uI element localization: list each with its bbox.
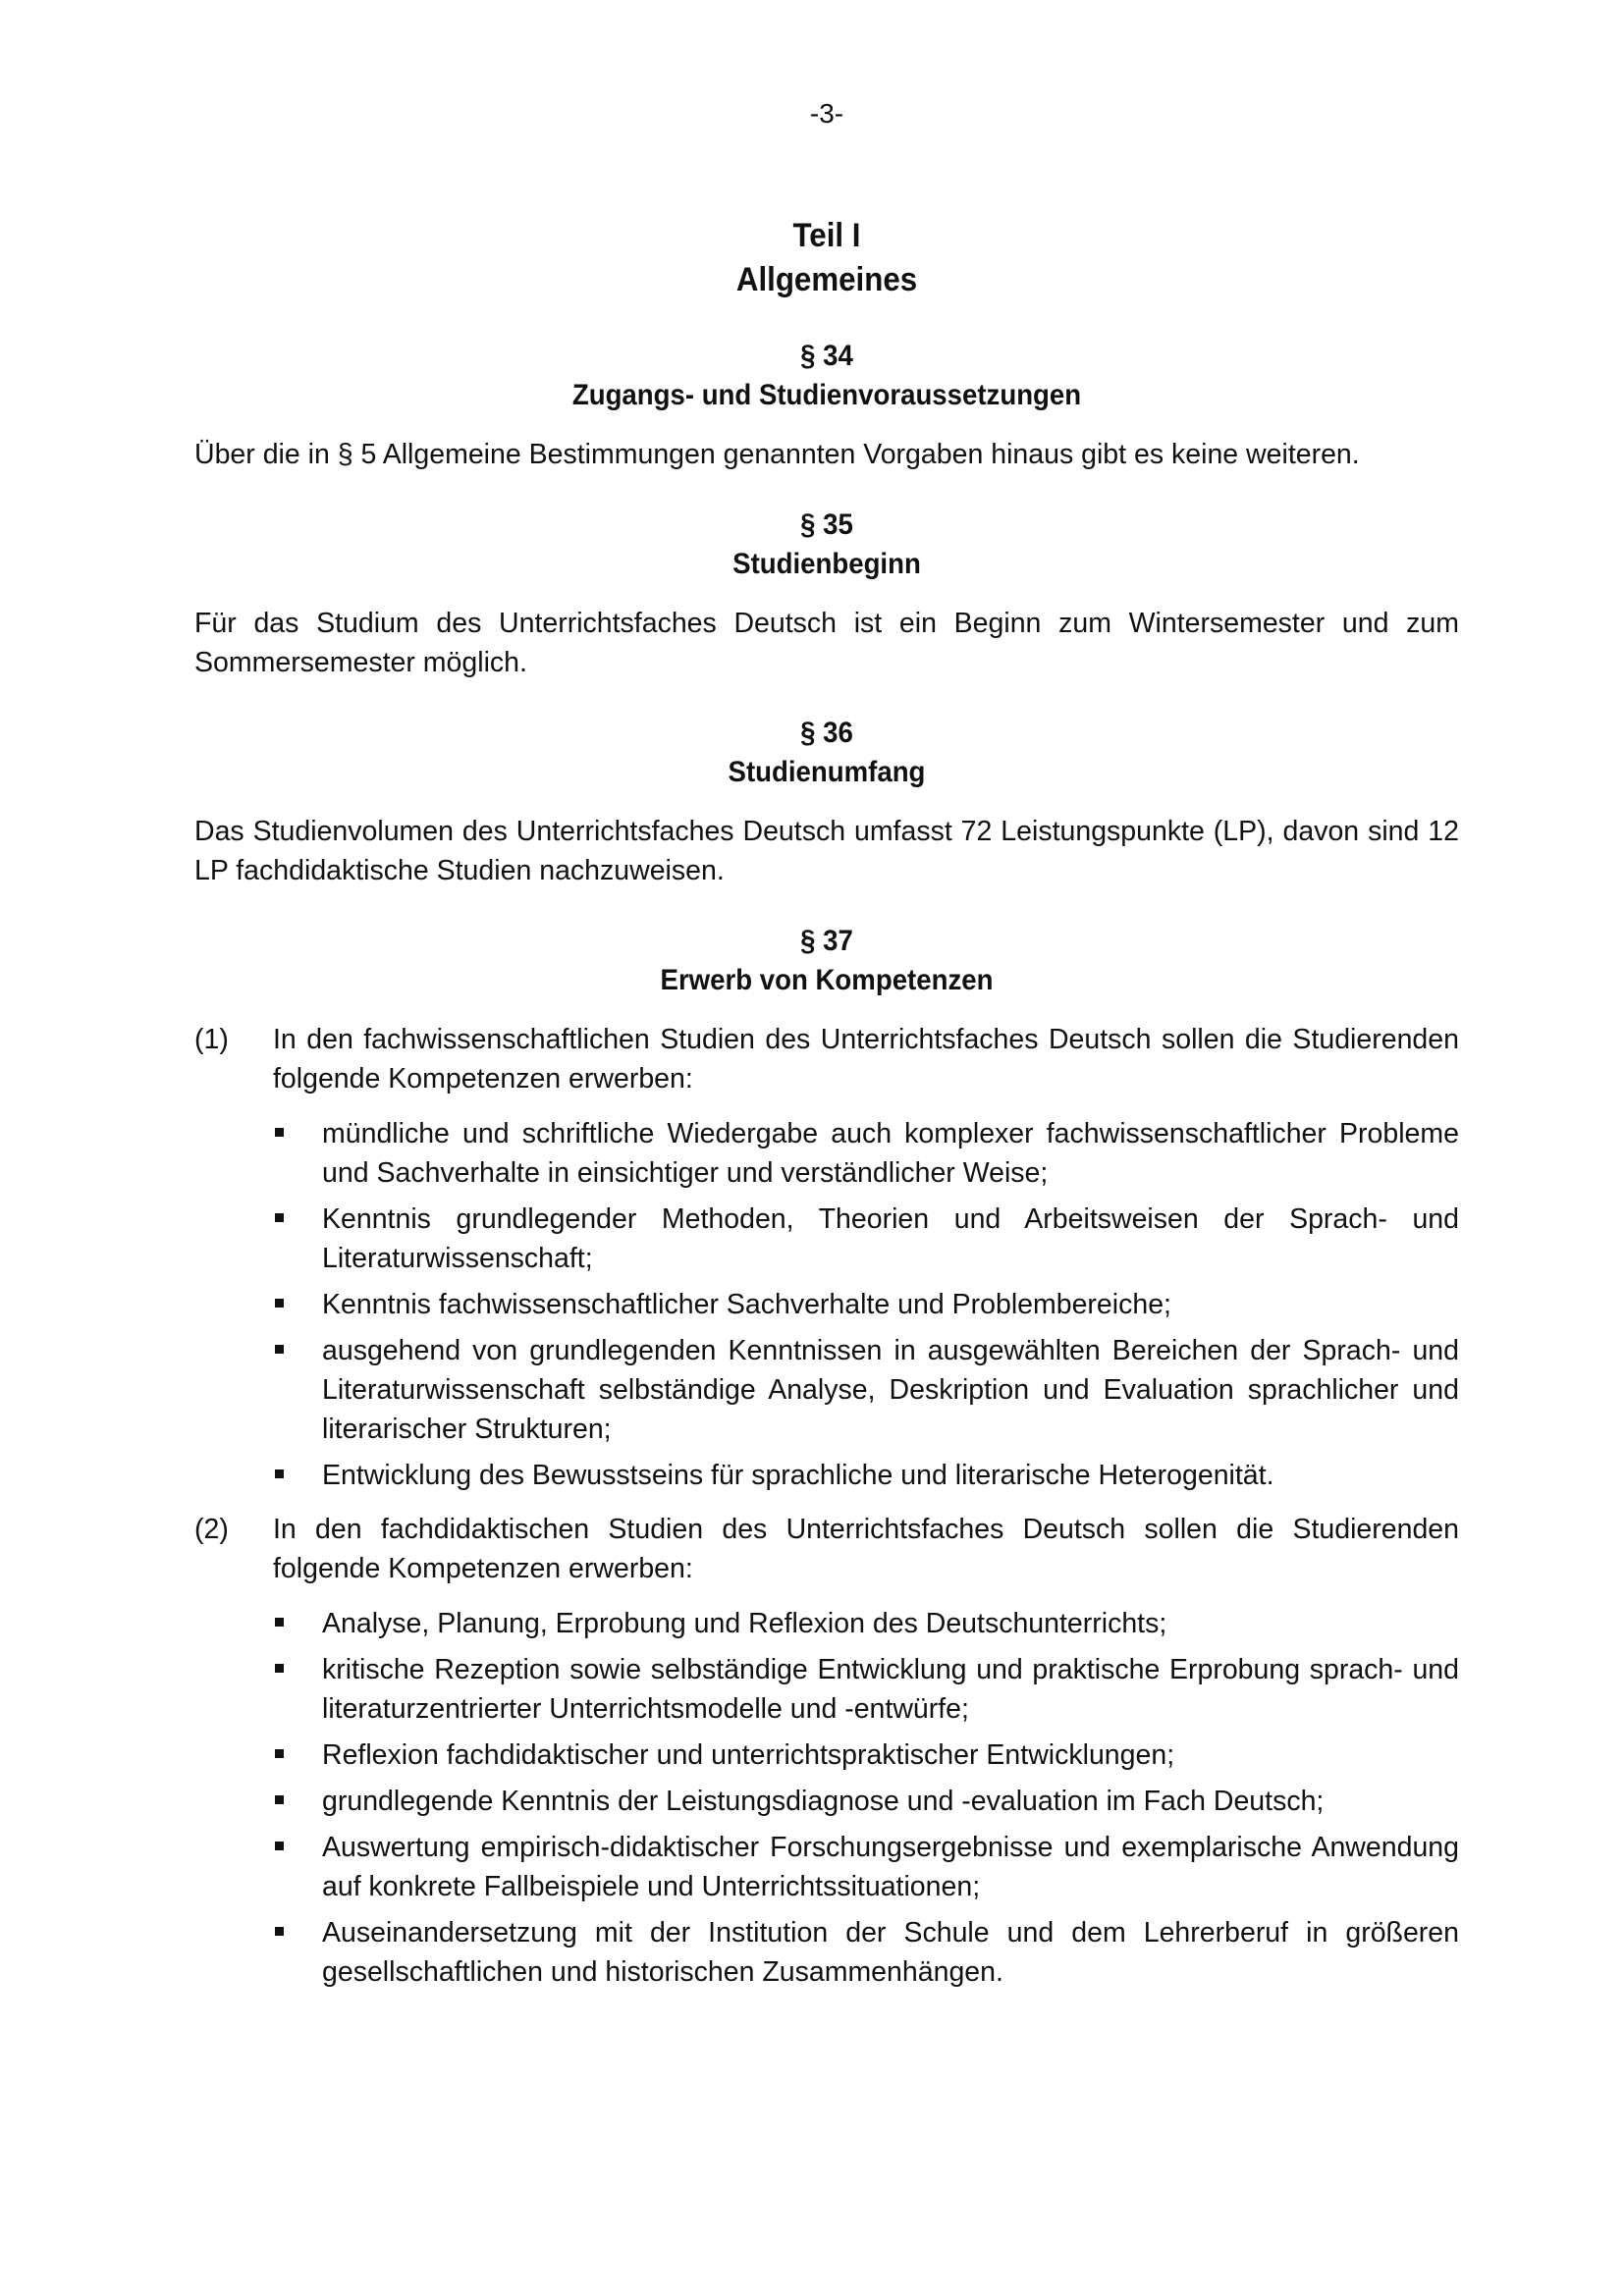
list-item: Analyse, Planung, Erprobung und Reflexion des Deutschunterrichts;: [322, 1604, 1459, 1643]
paragraph-number: (2): [194, 1514, 229, 1545]
part-subtitle: Allgemeines: [735, 261, 918, 298]
list-item: Auseinandersetzung mit der Institution der Schule und dem Lehrerberuf in größeren gesellschaftlichen und historischen Zusammenhängen.: [322, 1913, 1459, 1992]
competence-block-2: [194, 1510, 1459, 1992]
section-number: § 35: [800, 508, 853, 541]
list-item: Auswertung empirisch-didaktischer Forschungsergebnisse und exemplarische Anwendung auf konkrete Fallbeispiele und Unterrichtssituationen;: [322, 1828, 1459, 1906]
bullet-icon: [275, 1927, 284, 1936]
section-title: Erwerb von Kompetenzen: [660, 964, 994, 996]
section-number: § 37: [800, 925, 853, 957]
part-heading: [245, 214, 1409, 302]
section-35-text: Für das Studium des Unterrichtsfaches Deutsch ist ein Beginn zum Wintersemester und zum Sommersemester möglich.: [194, 608, 1459, 678]
competence-block-1: [194, 1020, 1459, 1495]
bullet-icon: [275, 1749, 284, 1758]
competence-list: [322, 1604, 1459, 1992]
section-number: § 36: [800, 717, 853, 749]
list-item: Kenntnis fachwissenschaftlicher Sachverhalte und Problembereiche;: [322, 1285, 1459, 1324]
competence-list: [322, 1114, 1459, 1495]
section-34-heading: [245, 337, 1409, 415]
list-item: kritische Rezeption sowie selbständige Entwicklung und praktische Erprobung sprach- und literaturzentrierter Unterrichtsmodelle und -entwürfe;: [322, 1650, 1459, 1729]
list-item: Entwicklung des Bewusstseins für sprachliche und literarische Heterogenität.: [322, 1456, 1459, 1495]
bullet-icon: [275, 1128, 284, 1137]
bullet-icon: [275, 1618, 284, 1627]
page-number: -3-: [809, 98, 844, 129]
bullet-icon: [275, 1213, 284, 1222]
section-36-text: Das Studienvolumen des Unterrichtsfaches Deutsch umfasst 72 Leistungspunkte (LP), davon sind 12 LP fachdidaktische Studien nachzuweisen.: [194, 816, 1459, 886]
bullet-icon: [275, 1795, 284, 1804]
bullet-icon: [275, 1842, 284, 1850]
list-item: mündliche und schriftliche Wiedergabe auch komplexer fachwissenschaftlicher Probleme und Sachverhalte in einsichtiger und verständlicher Weise;: [322, 1114, 1459, 1193]
paragraph-intro: In den fachwissenschaftlichen Studien des Unterrichtsfaches Deutsch sollen die Studierenden folgende Kompetenzen erwerben:: [273, 1024, 1459, 1095]
part-title: Teil I: [792, 217, 861, 254]
section-title: Studienbeginn: [732, 548, 921, 580]
section-title: Zugangs- und Studienvoraussetzungen: [571, 379, 1082, 411]
section-36-heading: [245, 714, 1409, 792]
list-item: Reflexion fachdidaktischer und unterrichtspraktischer Entwicklungen;: [322, 1735, 1459, 1775]
list-item: Kenntnis grundlegender Methoden, Theorien und Arbeitsweisen der Sprach- und Literaturwissenschaft;: [322, 1200, 1459, 1278]
section-number: § 34: [800, 340, 853, 372]
list-item: grundlegende Kenntnis der Leistungsdiagnose und -evaluation im Fach Deutsch;: [322, 1782, 1459, 1821]
list-item: ausgehend von grundlegenden Kenntnissen in ausgewählten Bereichen der Sprach- und Literaturwissenschaft selbständige Analyse, Deskription und Evaluation sprachlicher und literarischer Strukturen;: [322, 1331, 1459, 1449]
bullet-icon: [275, 1299, 284, 1308]
paragraph-number: (1): [194, 1024, 229, 1055]
section-37-heading: [245, 922, 1409, 1000]
section-title: Studienumfang: [728, 756, 926, 788]
bullet-icon: [275, 1345, 284, 1354]
paragraph-intro: In den fachdidaktischen Studien des Unterrichtsfaches Deutsch sollen die Studierenden folgende Kompetenzen erwerben:: [273, 1514, 1459, 1584]
section-34-text: Über die in § 5 Allgemeine Bestimmungen genannten Vorgaben hinaus gibt es keine weiteren.: [194, 439, 1360, 470]
bullet-icon: [275, 1469, 284, 1478]
bullet-icon: [275, 1664, 284, 1673]
section-35-heading: [245, 506, 1409, 584]
